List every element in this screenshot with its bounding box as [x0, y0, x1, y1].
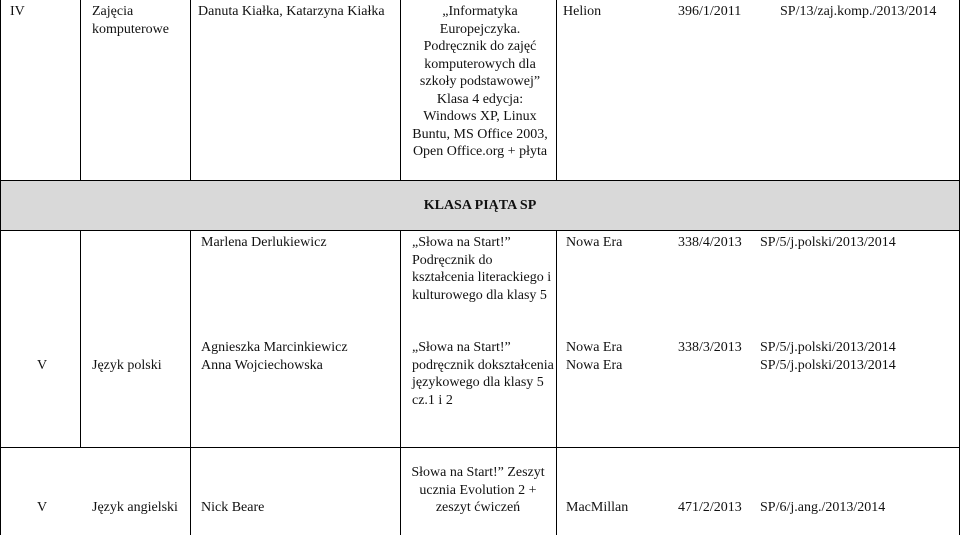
column-divider [80, 0, 81, 180]
class-cell: V [37, 358, 48, 373]
approval-number-cell: 396/1/2011 [678, 4, 742, 19]
subject-cell: Język polski [92, 358, 162, 373]
authors-cell: Anna Wojciechowska [201, 358, 323, 373]
row-divider [0, 180, 960, 181]
table-border-left [0, 0, 1, 535]
row-divider [0, 230, 960, 231]
authors-cell: Marlena Derlukiewicz [201, 235, 327, 250]
column-divider [556, 0, 557, 180]
title-cell: Słowa na Start!” Zeszyt ucznia Evolution 2 + zeszyt ćwiczeń [411, 465, 545, 515]
school-number-cell: SP/5/j.polski/2013/2014 [760, 235, 896, 250]
school-number-cell: SP/5/j.polski/2013/2014 [760, 340, 896, 355]
class-cell: IV [10, 4, 25, 19]
publisher-cell: Helion [563, 4, 602, 19]
publisher-cell: MacMillan [566, 500, 629, 515]
publisher-cell: Nowa Era [566, 358, 623, 373]
subject-cell: Język angielski [92, 500, 178, 515]
publisher-cell: Nowa Era [566, 340, 623, 355]
title-cell: „Słowa na Start!” podręcznik dokształcenia językowego dla klasy 5 cz.1 i 2 [412, 340, 554, 408]
publisher-cell: Nowa Era [566, 235, 623, 250]
column-divider [190, 0, 191, 180]
column-divider [400, 0, 401, 180]
subject-cell: Zajęcia komputerowe [92, 4, 169, 37]
approval-number-cell: 471/2/2013 [678, 500, 742, 515]
class-cell: V [37, 500, 48, 515]
title-cell: „Informatyka Europejczyka. Podręcznik do zajęć komputerowych dla szkoły podstawowej” Klasa 4 edycja: Windows XP, Linux Buntu, MS Office 2003, Open Office.org + płyta [412, 4, 548, 159]
school-number-cell: SP/5/j.polski/2013/2014 [760, 358, 896, 373]
authors-cell: Danuta Kiałka, Katarzyna Kiałka [198, 4, 385, 19]
column-divider [80, 230, 81, 447]
column-divider [400, 230, 401, 535]
authors-cell: Agnieszka Marcinkiewicz [201, 340, 348, 355]
title-cell: „Słowa na Start!” Podręcznik do kształcenia literackiego i kulturowego dla klasy 5 [412, 235, 552, 303]
approval-number-cell: 338/3/2013 [678, 340, 742, 355]
authors-cell: Nick Beare [201, 500, 265, 515]
approval-number-cell: 338/4/2013 [678, 235, 742, 250]
column-divider [190, 230, 191, 535]
school-number-cell: SP/6/j.ang./2013/2014 [760, 500, 886, 515]
row-divider [0, 447, 960, 448]
school-number-cell: SP/13/zaj.komp./2013/2014 [780, 4, 937, 19]
section-title: KLASA PIĄTA SP [423, 198, 537, 213]
